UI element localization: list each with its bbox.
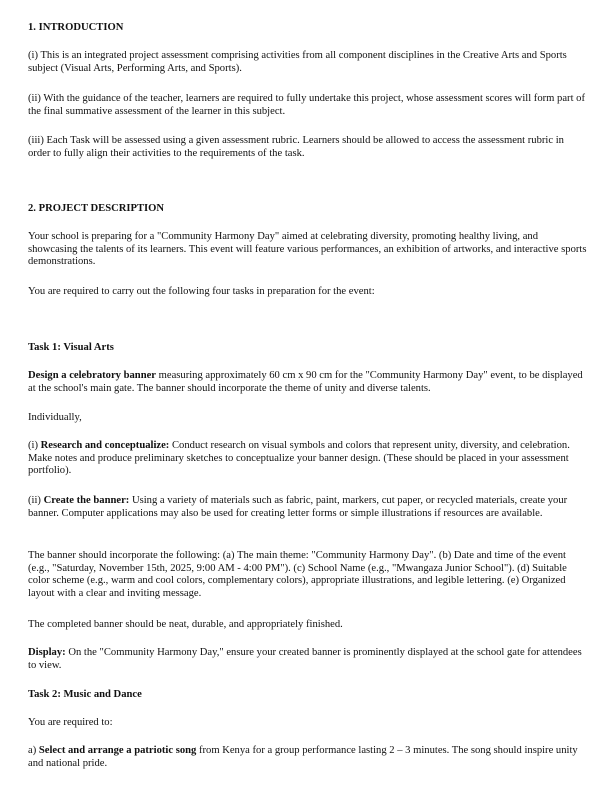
- project-paragraph-2: You are required to carry out the following four tasks in preparation for the event:: [28, 286, 375, 297]
- task2-required: You are required to:: [28, 717, 113, 728]
- project-heading: 2. PROJECT DESCRIPTION: [28, 203, 165, 214]
- task2-a-paragraph: [28, 745, 588, 770]
- task1-create-bold: Create the banner:: [43, 495, 130, 506]
- task1-research-paragraph: [28, 440, 588, 478]
- task1-display-text: On the "Community Harmony Day," ensure your created banner is prominently displayed at the school gate for attendees to view.: [28, 647, 582, 671]
- task1-heading: Task 1: Visual Arts: [28, 342, 114, 353]
- task1-individually: Individually,: [28, 412, 82, 423]
- task1-display-bold: Display:: [28, 647, 66, 658]
- task2-heading: Task 2: Music and Dance: [28, 689, 142, 700]
- task1-create-prefix: (ii): [28, 495, 44, 506]
- task1-design-paragraph: [28, 370, 588, 395]
- intro-paragraph-3: (iii) Each Task will be assessed using a given assessment rubric. Learners should be allowed to access the assessment rubric in order to fully align their activities to the requirements of the task.: [28, 135, 564, 159]
- task2-a-prefix: a): [28, 745, 39, 756]
- task1-completed-paragraph: The completed banner should be neat, durable, and appropriately finished.: [28, 619, 343, 630]
- task1-research-text: Conduct research on visual symbols and colors that represent unity, diversity, and celebration. Make notes and produce preliminary sketches to conceptualize your banner design. (These should be placed in your assessment portfolio).: [28, 440, 570, 477]
- task1-incorporate-paragraph: The banner should incorporate the following: (a) The main theme: "Community Harmony Day". (b) Date and time of the event (e.g., "Saturday, November 15th, 2025, 9:00 AM - 4:00 PM"). (c) School Name (e.g., "Mwangaza Junior School"). (d) Suitable color scheme (e.g., warm and cool colors, complementary colors), appropriate illustrations, and legible lettering. (e) Organized layout with a clear and inviting message.: [28, 550, 567, 599]
- task1-research-prefix: (i): [28, 440, 41, 451]
- intro-heading: 1. INTRODUCTION: [28, 22, 124, 33]
- task1-design-bold: Design a celebratory banner: [28, 370, 156, 381]
- intro-paragraph-2: (ii) With the guidance of the teacher, learners are required to fully undertake this project, whose assessment scores will form part of the final summative assessment of the learner in this subject.: [28, 93, 585, 117]
- project-paragraph-1: Your school is preparing for a "Community Harmony Day" aimed at celebrating diversity, promoting healthy living, and showcasing the talents of its learners. This event will feature various performances, an exhibition of artworks, and interactive sports demonstrations.: [28, 231, 587, 268]
- task1-research-bold: Research and conceptualize:: [40, 440, 170, 451]
- task2-a-text: from Kenya for a group performance lasting 2 – 3 minutes. The song should inspire unity and national pride.: [28, 745, 578, 769]
- task1-design-text: measuring approximately 60 cm x 90 cm for the "Community Harmony Day" event, to be displayed at the school's main gate. The banner should incorporate the theme of unity and diverse talents.: [28, 370, 583, 394]
- task1-display-paragraph: [28, 647, 588, 672]
- task1-create-paragraph: [28, 495, 588, 520]
- task2-a-bold: Select and arrange a patriotic song: [38, 745, 197, 756]
- intro-paragraph-1: (i) This is an integrated project assessment comprising activities from all component disciplines in the Creative Arts and Sports subject (Visual Arts, Performing Arts, and Sports).: [28, 50, 567, 74]
- task1-create-text: Using a variety of materials such as fabric, paint, markers, cut paper, or recycled materials, create your banner. Computer applications may also be used for creating letter forms or simple illustrations if resources are available.: [28, 495, 568, 519]
